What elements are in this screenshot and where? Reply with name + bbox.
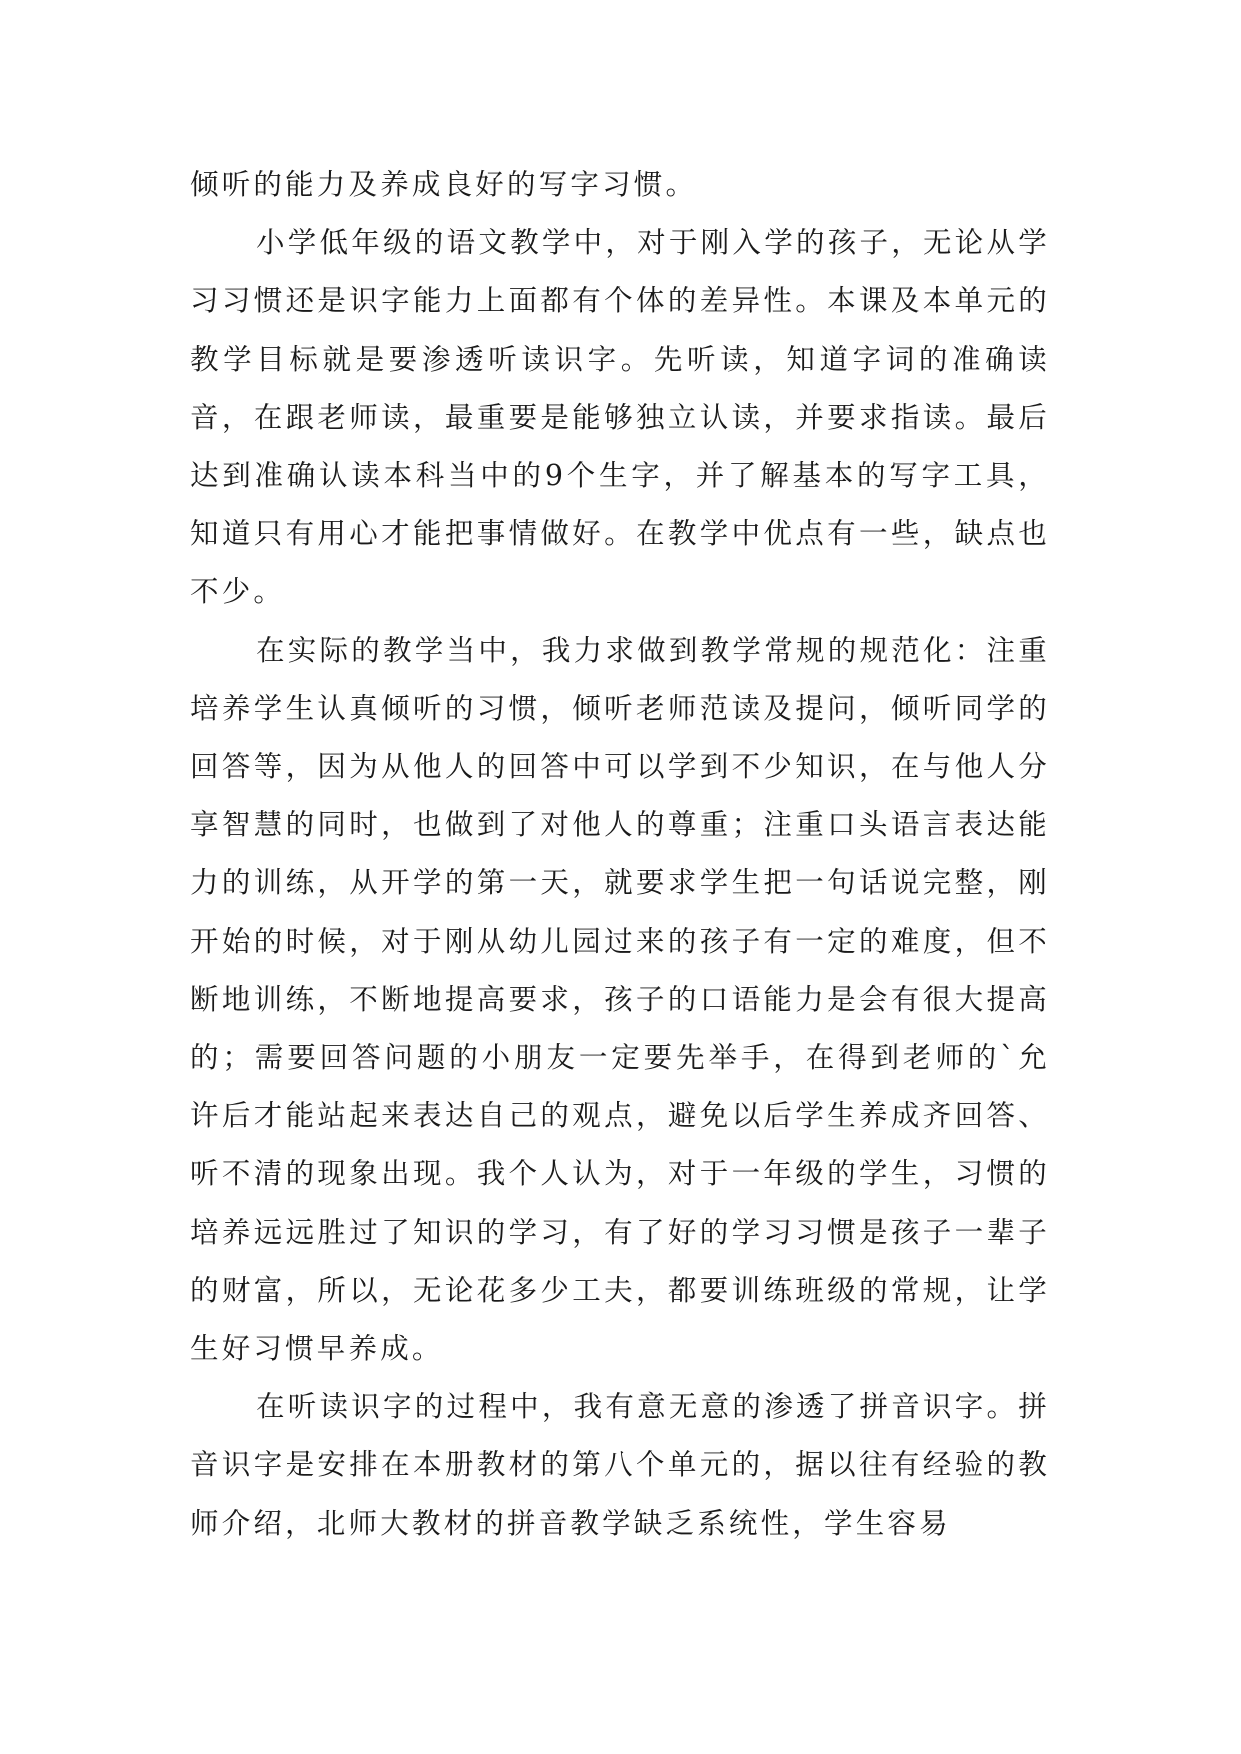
paragraph-1: 倾听的能力及养成良好的写字习惯。 (190, 168, 698, 201)
paragraph-4: 在听读识字的过程中，我有意无意的渗透了拼音识字。拼音识字是安排在本册教材的第八个单元的，据以往有经验的教师介绍，北师大教材的拼音教学缺乏系统性，学生容易 (190, 1390, 1050, 1540)
document-body (190, 156, 1050, 1553)
paragraph-3: 在实际的教学当中，我力求做到教学常规的规范化：注重培养学生认真倾听的习惯，倾听老师范读及提问，倾听同学的回答等，因为从他人的回答中可以学到不少知识，在与他人分享智慧的同时，也做到了对他人的尊重；注重口头语言表达能力的训练，从开学的第一天，就要求学生把一句话说完整，刚开始的时候，对于刚从幼儿园过来的孩子有一定的难度，但不断地训练，不断地提高要求，孩子的口语能力是会有很大提高的；需要回答问题的小朋友一定要先举手，在得到老师的`允许后才能站起来表达自己的观点，避免以后学生养成齐回答、听不清的现象出现。我个人认为，对于一年级的学生，习惯的培养远远胜过了知识的学习，有了好的学习习惯是孩子一辈子的财富，所以，无论花多少工夫，都要训练班级的常规，让学生好习惯早养成。 (190, 633, 1050, 1366)
paragraph-2: 小学低年级的语文教学中，对于刚入学的孩子，无论从学习习惯还是识字能力上面都有个体的差异性。本课及本单元的教学目标就是要渗透听读识字。先听读，知道字词的准确读音，在跟老师读，最重要是能够独立认读，并要求指读。最后达到准确认读本科当中的9个生字，并了解基本的写字工具，知道只有用心才能把事情做好。在教学中优点有一些，缺点也不少。 (190, 226, 1050, 609)
